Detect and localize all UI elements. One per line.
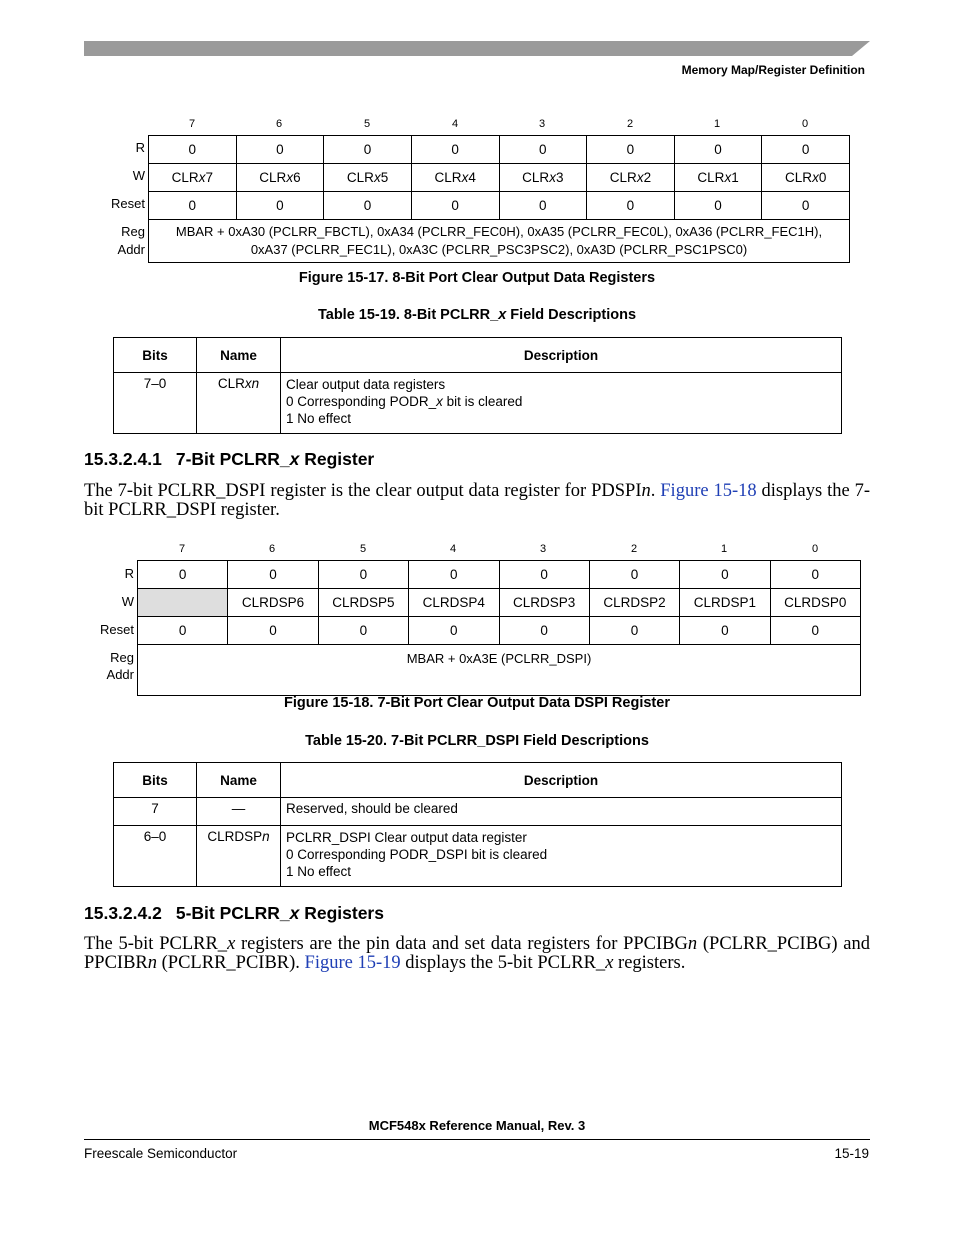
- name-cell: CLRxn: [197, 373, 281, 434]
- reset-cell: 0: [589, 617, 679, 645]
- figure-caption: Figure 15-18. 7-Bit Port Clear Output Data DSPI Register: [284, 695, 670, 711]
- reset-cell: 0: [770, 617, 860, 645]
- bit-number: 2: [630, 543, 638, 555]
- register-row-r: [149, 136, 850, 164]
- field-cell: CLRDSP1: [680, 589, 770, 617]
- footer-manual-title: MCF548x Reference Manual, Rev. 3: [368, 1118, 586, 1133]
- column-header-description: Description: [281, 338, 842, 373]
- reset-cell: 0: [674, 192, 762, 220]
- bit-cell: 0: [499, 561, 589, 589]
- bit-cell: 0: [411, 136, 499, 164]
- field-cell: CLRDSP0: [770, 589, 860, 617]
- bits-cell: 6–0: [114, 826, 197, 887]
- table-caption: Table 15-19. 8-Bit PCLRR_x Field Descriptions: [317, 307, 637, 323]
- body-paragraph: The 7-bit PCLRR_DSPI register is the clear output data register for PDSPIn. Figure 15-18 displays the 7-bit PCLRR_DSPI register.: [84, 481, 871, 520]
- table-row: [114, 798, 842, 826]
- register-row-reset: [149, 192, 850, 220]
- row-label-reset: Reset: [100, 622, 134, 637]
- field-cell: CLRDSP4: [409, 589, 499, 617]
- field-cell: CLRDSP5: [318, 589, 408, 617]
- column-header-name: Name: [197, 338, 281, 373]
- bit-cell: 0: [589, 561, 679, 589]
- field-cell: CLRx2: [587, 164, 675, 192]
- row-label-w: W: [132, 168, 145, 183]
- register-diagram: [148, 135, 850, 263]
- bit-cell: 0: [674, 136, 762, 164]
- bit-cell: 0: [138, 561, 228, 589]
- footer-company: Freescale Semiconductor: [84, 1146, 238, 1161]
- name-cell: —: [197, 798, 281, 826]
- field-cell: CLRx3: [499, 164, 587, 192]
- row-label-addr: Addr: [106, 667, 134, 682]
- reset-cell: 0: [411, 192, 499, 220]
- bits-cell: 7–0: [114, 373, 197, 434]
- bit-number: 3: [539, 543, 547, 555]
- column-header-bits: Bits: [114, 763, 197, 798]
- reset-cell: 0: [499, 617, 589, 645]
- figure-link[interactable]: Figure 15-19: [304, 953, 401, 973]
- column-header-bits: Bits: [114, 338, 197, 373]
- bit-cell: 0: [770, 561, 860, 589]
- register-row-addr: [138, 645, 861, 696]
- field-cell: CLRx4: [411, 164, 499, 192]
- field-description-table: [113, 762, 842, 887]
- bit-cell: 0: [409, 561, 499, 589]
- row-label-reg: Reg: [121, 224, 145, 239]
- footer-page-number: 15-19: [834, 1146, 869, 1161]
- bit-cell: 0: [680, 561, 770, 589]
- bit-cell: 0: [318, 561, 408, 589]
- section-running-title: Memory Map/Register Definition: [681, 63, 865, 77]
- reset-cell: 0: [409, 617, 499, 645]
- row-label-addr: Addr: [117, 242, 145, 257]
- bit-number: 5: [363, 118, 371, 130]
- row-label-r: R: [124, 566, 134, 581]
- bit-number: 7: [188, 118, 196, 130]
- register-row-reset: [138, 617, 861, 645]
- field-cell: CLRDSP2: [589, 589, 679, 617]
- bit-number: 6: [275, 118, 283, 130]
- column-header-name: Name: [197, 763, 281, 798]
- field-cell: CLRx0: [762, 164, 850, 192]
- row-label-r: R: [135, 140, 145, 155]
- bit-number: 4: [451, 118, 459, 130]
- bit-number: 4: [449, 543, 457, 555]
- bit-cell: 0: [762, 136, 850, 164]
- reg-addr-cell: MBAR + 0xA30 (PCLRR_FBCTL), 0xA34 (PCLRR_FEC0H), 0xA35 (PCLRR_FEC0L), 0xA36 (PCLRR_FEC1H), 0xA37 (PCLRR_FEC1L), 0xA3C (PCLRR_PSC3PSC2), 0xA3D (PCLRR_PSC1PSC0): [149, 220, 850, 263]
- register-row-w: [138, 589, 861, 617]
- description-cell: PCLRR_DSPI Clear output data register 0 Corresponding PODR_DSPI bit is cleared 1 No effect: [281, 826, 842, 887]
- section-heading: 15.3.2.4.1 7-Bit PCLRR_x Register: [84, 449, 375, 469]
- register-row-addr: [149, 220, 850, 263]
- register-diagram: [137, 560, 861, 696]
- bit-number: 2: [626, 118, 634, 130]
- reg-addr-cell: MBAR + 0xA3E (PCLRR_DSPI): [138, 645, 861, 696]
- field-cell: CLRx5: [324, 164, 412, 192]
- description-cell: Reserved, should be cleared: [281, 798, 842, 826]
- reset-cell: 0: [318, 617, 408, 645]
- bit-cell: 0: [587, 136, 675, 164]
- bit-number: 1: [713, 118, 721, 130]
- reset-cell: 0: [499, 192, 587, 220]
- bit-cell: 0: [228, 561, 318, 589]
- reset-cell: 0: [236, 192, 324, 220]
- column-header-description: Description: [281, 763, 842, 798]
- reserved-bit-cell: [138, 589, 228, 617]
- footer-rule: [84, 1139, 870, 1140]
- bit-cell: 0: [499, 136, 587, 164]
- table-row: [114, 373, 842, 434]
- bit-number: 0: [811, 543, 819, 555]
- bit-number: 0: [801, 118, 809, 130]
- bit-cell: 0: [236, 136, 324, 164]
- field-cell: CLRDSP6: [228, 589, 318, 617]
- figure-caption: Figure 15-17. 8-Bit Port Clear Output Data Registers: [298, 270, 656, 286]
- field-cell: CLRx6: [236, 164, 324, 192]
- bit-number: 6: [268, 543, 276, 555]
- reset-cell: 0: [324, 192, 412, 220]
- field-cell: CLRx1: [674, 164, 762, 192]
- reset-cell: 0: [680, 617, 770, 645]
- register-row-w: [149, 164, 850, 192]
- description-cell: Clear output data registers 0 Corresponding PODR_x bit is cleared 1 No effect: [281, 373, 842, 434]
- header-bar: [84, 41, 870, 56]
- row-label-w: W: [121, 594, 134, 609]
- bit-number: 5: [359, 543, 367, 555]
- table-caption: Table 15-20. 7-Bit PCLRR_DSPI Field Descriptions: [305, 733, 649, 749]
- bit-cell: 0: [324, 136, 412, 164]
- row-label-reg: Reg: [110, 650, 134, 665]
- reset-cell: 0: [138, 617, 228, 645]
- reset-cell: 0: [228, 617, 318, 645]
- table-row: [114, 826, 842, 887]
- bit-number: 3: [538, 118, 546, 130]
- section-heading: 15.3.2.4.2 5-Bit PCLRR_x Registers: [84, 903, 384, 923]
- reset-cell: 0: [149, 192, 237, 220]
- table-header-row: [114, 763, 842, 798]
- bits-cell: 7: [114, 798, 197, 826]
- body-paragraph: The 5-bit PCLRR_x registers are the pin data and set data registers for PPCIBGn (PCLRR_PCIBG) and PPCIBRn (PCLRR_PCIBR). Figure 15-19 displays the 5-bit PCLRR_x registers.: [84, 934, 871, 973]
- field-description-table: [113, 337, 842, 434]
- bit-number: 1: [720, 543, 728, 555]
- table-header-row: [114, 338, 842, 373]
- bit-number: 7: [178, 543, 186, 555]
- field-cell: CLRx7: [149, 164, 237, 192]
- field-cell: CLRDSP3: [499, 589, 589, 617]
- register-row-r: [138, 561, 861, 589]
- row-label-reset: Reset: [111, 196, 145, 211]
- bit-cell: 0: [149, 136, 237, 164]
- name-cell: CLRDSPn: [197, 826, 281, 887]
- figure-link[interactable]: Figure 15-18: [660, 481, 757, 501]
- reset-cell: 0: [587, 192, 675, 220]
- reset-cell: 0: [762, 192, 850, 220]
